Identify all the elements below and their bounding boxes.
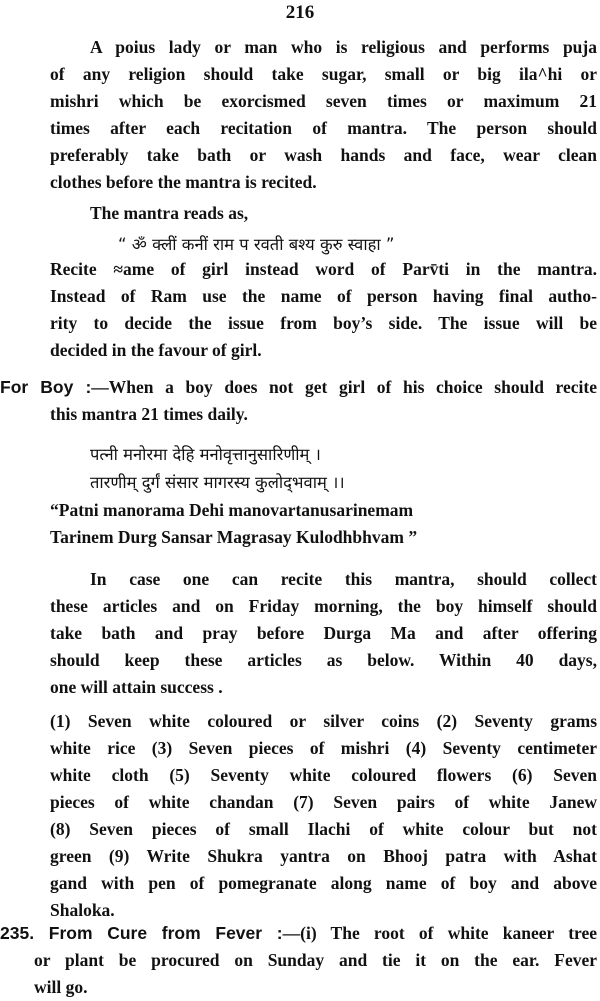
section-heading: 235. From Cure from Fever :: [0, 923, 283, 943]
text-line: Recite ≈ame of girl instead word of Parv̄ti in the mantra.: [50, 259, 597, 279]
text-line: (8) Seven pieces of small Ilachi of white colour but not: [50, 819, 597, 839]
paragraph-recite: [50, 256, 597, 364]
paragraph-puja: [50, 34, 597, 196]
text-line: In case one can recite this mantra, should collect: [90, 569, 597, 589]
text-line: take bath and pray before Durga Ma and after offering: [50, 623, 597, 643]
section-fever: [0, 920, 597, 1001]
text-line: Instead of Ram use the name of person having final autho-: [50, 286, 597, 306]
text-line: preferably take bath or wash hands and face, wear clean: [50, 145, 597, 165]
text-line: this mantra 21 times daily.: [50, 404, 248, 424]
text-line: or plant be procured on Sunday and tie it on the ear. Fever: [34, 950, 597, 970]
section-heading: For Boy :: [0, 377, 92, 397]
transliteration: [50, 497, 597, 551]
text-line: mishri which be exorcismed seven times or maximum 21: [50, 91, 597, 111]
text-line: one will attain success .: [50, 677, 223, 697]
paragraph-case: [50, 566, 597, 701]
text-line: [0, 920, 597, 947]
text-line: (1) Seven white coloured or silver coins (2) Seventy grams: [50, 711, 597, 731]
text-line: “Patni manorama Dehi manovartanusarinemam: [50, 500, 414, 520]
text-line: rity to decide the issue from boy’s side. The issue will be: [50, 313, 597, 333]
articles-list: [50, 708, 597, 924]
section-for-boy: [0, 374, 597, 428]
text-line: white rice (3) Seven pieces of mishri (4) Seventy centimeter: [50, 738, 597, 758]
text-line: of any religion should take sugar, small or big ila^hi or: [50, 64, 597, 84]
text-line: times after each recitation of mantra. The person should: [50, 118, 597, 138]
text-span: —When a boy does not get girl of his choice should recite: [91, 377, 597, 397]
shloka-line: तारणीम् दुर्गं संसार मागरस्य कुलोद्‍भवाम् ।।: [90, 473, 345, 492]
text-line: A poius lady or man who is religious and performs puja: [90, 37, 597, 57]
shloka-line: पत्नी मनोरमा देहि मनोवृत्तानुसारिणीम् ।: [90, 445, 321, 464]
text-line: Shaloka.: [50, 900, 115, 920]
text-line: decided in the favour of girl.: [50, 340, 262, 360]
text-line: white cloth (5) Seventy white coloured flowers (6) Seven: [50, 765, 597, 785]
page-number: 216: [285, 2, 315, 23]
text-line: [0, 374, 597, 401]
text-line: clothes before the mantra is recited.: [50, 172, 317, 192]
text-line: Tarinem Durg Sansar Magrasay Kulodhbhvam ”: [50, 527, 418, 547]
text-line: gand with pen of pomegranate along name of boy and above: [50, 873, 597, 893]
text-line: will go.: [34, 977, 88, 997]
text-line: green (9) Write Shukra yantra on Bhooj patra with Ashat: [50, 846, 597, 866]
mantra-devanagari: “ ॐ क्लीं कनीं राम प रवती बश्य कुरु स्वाहा ”: [118, 235, 395, 254]
text-line: these articles and on Friday morning, the boy himself should: [50, 596, 597, 616]
text-span: —(i) The root of white kaneer tree: [282, 923, 598, 943]
text-line: should keep these articles as below. Within 40 days,: [50, 650, 597, 670]
text-line: pieces of white chandan (7) Seven pairs of white Janew: [50, 792, 597, 812]
mantra-intro: The mantra reads as,: [90, 203, 249, 223]
